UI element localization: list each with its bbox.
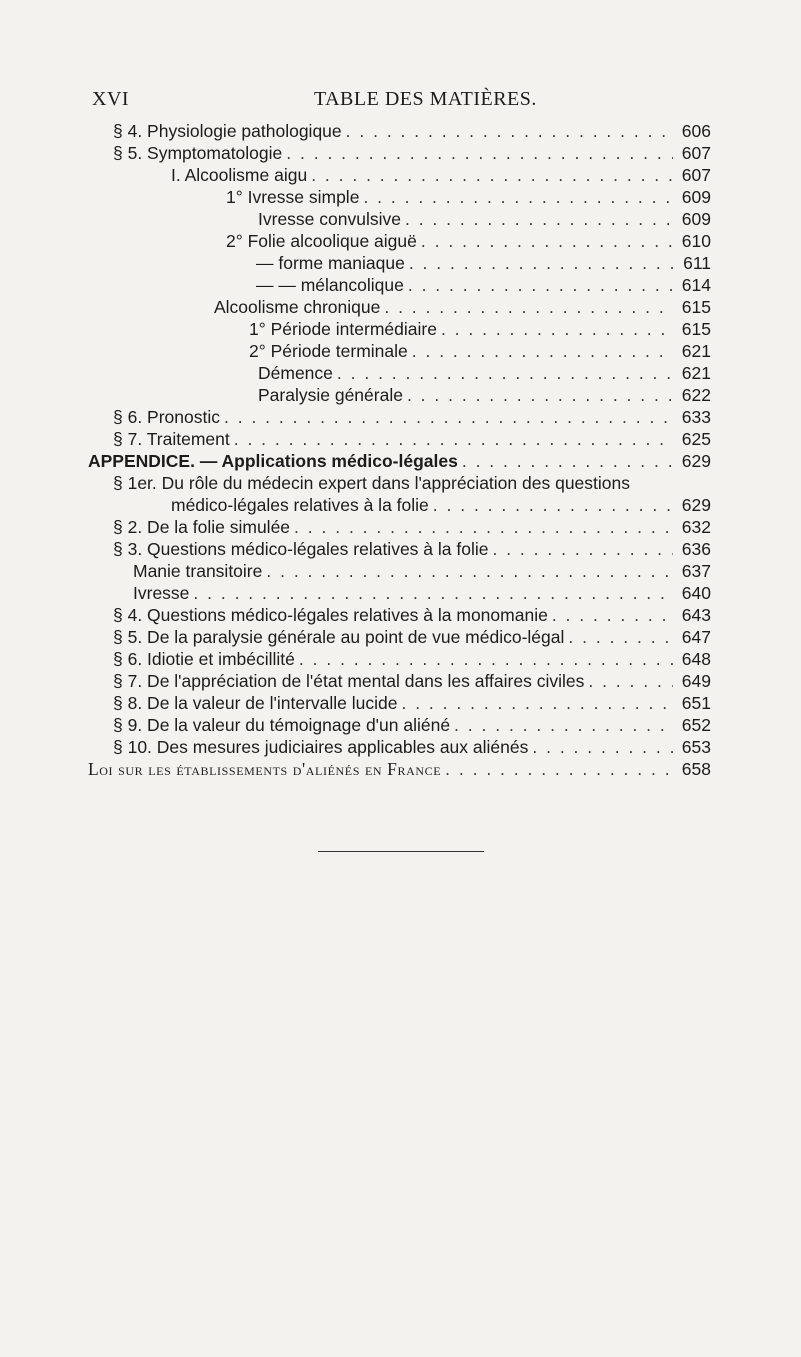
entry-page: 625 bbox=[681, 429, 711, 449]
entry-page: 607 bbox=[681, 165, 711, 185]
dot-leader bbox=[337, 362, 673, 384]
entry-label: 2° Période terminale bbox=[249, 341, 408, 361]
dot-leader bbox=[441, 318, 673, 340]
entry-page: 606 bbox=[681, 121, 711, 141]
dot-leader bbox=[266, 560, 673, 582]
entry-page: 651 bbox=[681, 693, 711, 713]
dot-leader bbox=[363, 186, 673, 208]
dot-leader bbox=[454, 714, 673, 736]
entry-label: § 5. Symptomatologie bbox=[113, 143, 283, 163]
entry-label: 1° Période intermédiaire bbox=[249, 319, 437, 339]
entry-label: Alcoolisme chronique bbox=[214, 297, 381, 317]
entry-label: Loi sur les établissements d'aliénés en France bbox=[88, 759, 442, 779]
dot-leader bbox=[552, 604, 673, 626]
dot-leader bbox=[384, 296, 673, 318]
entry-label: Manie transitoire bbox=[133, 561, 263, 581]
entry-label: Ivresse convulsive bbox=[258, 209, 401, 229]
toc-entry bbox=[256, 252, 711, 274]
entry-label: 1° Ivresse simple bbox=[226, 187, 360, 207]
entry-page: 610 bbox=[681, 231, 711, 251]
entry-page: 649 bbox=[681, 671, 711, 691]
entry-page: 622 bbox=[681, 385, 711, 405]
dot-leader bbox=[234, 428, 673, 450]
toc-entry bbox=[256, 274, 711, 296]
entry-page: 658 bbox=[681, 759, 711, 779]
dot-leader bbox=[294, 516, 673, 538]
entry-label: 2° Folie alcoolique aiguë bbox=[226, 231, 417, 251]
entry-page: 629 bbox=[681, 495, 711, 515]
entry-page: 611 bbox=[683, 253, 711, 273]
toc-entry bbox=[113, 516, 711, 538]
entry-page: 636 bbox=[681, 539, 711, 559]
entry-page: 643 bbox=[681, 605, 711, 625]
toc-entry bbox=[113, 120, 711, 142]
entry-label: § 10. Des mesures judiciaires applicables aux aliénés bbox=[113, 737, 529, 757]
entry-label: § 6. Idiotie et imbécillité bbox=[113, 649, 295, 669]
dot-leader bbox=[433, 494, 673, 516]
entry-page: 640 bbox=[681, 583, 711, 603]
page-header bbox=[92, 88, 712, 112]
dot-leader bbox=[405, 208, 673, 230]
toc-entry bbox=[226, 186, 711, 208]
entry-label: Ivresse bbox=[133, 583, 190, 603]
toc-entry bbox=[258, 384, 711, 406]
entry-label: § 7. Traitement bbox=[113, 429, 230, 449]
entry-label: médico-légales relatives à la folie bbox=[171, 495, 429, 515]
toc-entry bbox=[113, 626, 711, 648]
toc-entry bbox=[113, 714, 711, 736]
dot-leader bbox=[401, 692, 673, 714]
entry-page: 648 bbox=[681, 649, 711, 669]
entry-label: § 5. De la paralysie générale au point de vue médico-légal bbox=[113, 627, 565, 647]
dot-leader bbox=[311, 164, 673, 186]
dot-leader bbox=[299, 648, 673, 670]
entry-page: 615 bbox=[681, 319, 711, 339]
dot-leader bbox=[407, 384, 673, 406]
toc-entry bbox=[133, 560, 711, 582]
toc-entry bbox=[113, 538, 711, 560]
toc-entry bbox=[113, 604, 711, 626]
toc-entry-law bbox=[88, 758, 711, 780]
entry-page: 632 bbox=[681, 517, 711, 537]
toc-entry bbox=[113, 648, 711, 670]
entry-page: 647 bbox=[681, 627, 711, 647]
entry-page: 615 bbox=[681, 297, 711, 317]
toc-entry bbox=[113, 406, 711, 428]
toc-entry-appendix bbox=[88, 450, 711, 472]
dot-leader bbox=[462, 450, 673, 472]
entry-page: 621 bbox=[681, 341, 711, 361]
entry-label: § 3. Questions médico-légales relatives à la folie bbox=[113, 539, 489, 559]
toc-entry bbox=[258, 208, 711, 230]
toc-entry bbox=[171, 494, 711, 516]
toc-entry bbox=[249, 340, 711, 362]
entry-page: 609 bbox=[681, 187, 711, 207]
dot-leader bbox=[421, 230, 673, 252]
page-title: TABLE DES MATIÈRES. bbox=[314, 88, 537, 110]
page-number-roman: XVI bbox=[92, 88, 130, 110]
dot-leader bbox=[408, 274, 673, 296]
dot-leader bbox=[492, 538, 673, 560]
dot-leader bbox=[286, 142, 673, 164]
entry-page: 633 bbox=[681, 407, 711, 427]
toc-entry bbox=[258, 362, 711, 384]
toc-entry bbox=[226, 230, 711, 252]
entry-label: — forme maniaque bbox=[256, 253, 405, 273]
entry-label: § 4. Physiologie pathologique bbox=[113, 121, 342, 141]
entry-page: 621 bbox=[681, 363, 711, 383]
entry-label: § 8. De la valeur de l'intervalle lucide bbox=[113, 693, 398, 713]
entry-page: 629 bbox=[681, 451, 711, 471]
toc-entry bbox=[113, 142, 711, 164]
toc-entry bbox=[214, 296, 711, 318]
entry-label: § 7. De l'appréciation de l'état mental dans les affaires civiles bbox=[113, 671, 585, 691]
toc-entry bbox=[133, 582, 711, 604]
dot-leader bbox=[224, 406, 673, 428]
entry-page: 609 bbox=[681, 209, 711, 229]
toc-entry bbox=[113, 428, 711, 450]
toc-entry-first-line: § 1er. Du rôle du médecin expert dans l'appréciation des questions bbox=[113, 473, 630, 493]
dot-leader bbox=[445, 758, 673, 780]
entry-label: APPENDICE. — Applications médico-légales bbox=[88, 451, 458, 471]
end-rule bbox=[318, 851, 484, 852]
entry-label: § 9. De la valeur du témoignage d'un aliéné bbox=[113, 715, 451, 735]
dot-leader bbox=[532, 736, 673, 758]
dot-leader bbox=[412, 340, 673, 362]
toc-entry bbox=[249, 318, 711, 340]
entry-page: 637 bbox=[681, 561, 711, 581]
toc-entry bbox=[171, 164, 711, 186]
toc-entry bbox=[113, 692, 711, 714]
entry-label: § 2. De la folie simulée bbox=[113, 517, 291, 537]
entry-label: I. Alcoolisme aigu bbox=[171, 165, 308, 185]
dot-leader bbox=[193, 582, 673, 604]
toc-entry bbox=[113, 670, 711, 692]
dot-leader bbox=[346, 120, 673, 142]
entry-page: 653 bbox=[681, 737, 711, 757]
dot-leader bbox=[409, 252, 673, 274]
entry-label: Paralysie générale bbox=[258, 385, 403, 405]
entry-label: — — mélancolique bbox=[256, 275, 404, 295]
entry-page: 607 bbox=[681, 143, 711, 163]
dot-leader bbox=[568, 626, 673, 648]
entry-label: § 6. Pronostic bbox=[113, 407, 220, 427]
entry-page: 614 bbox=[681, 275, 711, 295]
dot-leader bbox=[588, 670, 673, 692]
entry-label: § 4. Questions médico-légales relatives à la monomanie bbox=[113, 605, 548, 625]
entry-label: Démence bbox=[258, 363, 333, 383]
toc-entry bbox=[113, 736, 711, 758]
entry-page: 652 bbox=[681, 715, 711, 735]
